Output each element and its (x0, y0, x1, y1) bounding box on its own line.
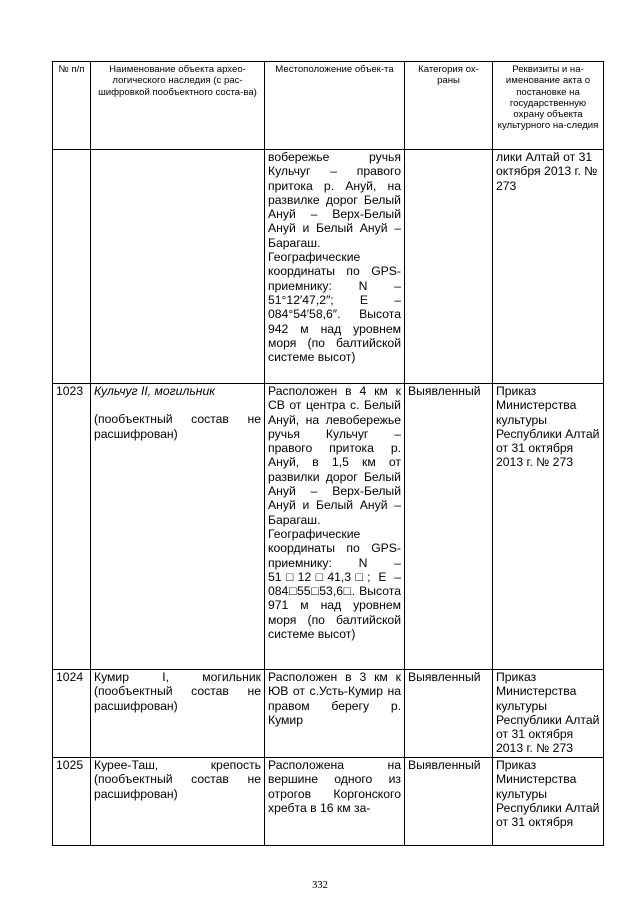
row-name-title: Курее-Таш, крепость (пообъектный состав не расшифрован) (94, 758, 261, 801)
row-location: Расположена на вершине одного из отрогов Коргонского хребта в 16 км за- (265, 758, 405, 846)
header-category: Категория ох-раны (405, 62, 493, 150)
row-num (53, 150, 91, 384)
row-requisites: лики Алтай от 31 октября 2013 г. № 273 (493, 150, 604, 384)
table-row (53, 150, 604, 384)
row-location: Расположен в 3 км к ЮВ от с.Усть-Кумир на правом берегу р. Кумир (265, 670, 405, 758)
row-location: вобережье ручья Кульчуг – правого притока р. Ануй, на развилке дорог Белый Ануй – Верх-Белый Ануй и Белый Ануй – Барагаш. Географические координаты по GPS-приемнику: N – 51°12′47,2″; E – 084°54′58,6″. Высота 942 м над уровнем моря (по балтийской системе высот) (265, 150, 405, 384)
row-name (91, 670, 265, 758)
row-category: Выявленный (405, 384, 493, 670)
row-category (405, 150, 493, 384)
row-location: Расположен в 4 км к СВ от центра с. Белый Ануй, на левобережье ручья Кульчуг – правого притока р. Ануй, в 1,5 км от развилки дорог Белый Ануй – Верх-Белый Ануй и Белый Ануй – Барагаш. Географические координаты по GPS-приемнику: N – 51□12□41,3□; E – 084□55□53,6□. Высота 971 м над уровнем моря (по балтийской системе высот) (265, 384, 405, 670)
heritage-register-table (52, 61, 604, 846)
header-num: № п/п (53, 62, 91, 150)
table-row (53, 758, 604, 846)
row-requisites: Приказ Министерства культуры Республики Алтай от 31 октября 2013 г. № 273 (493, 670, 604, 758)
table-row (53, 384, 604, 670)
row-requisites: Приказ Министерства культуры Республики Алтай от 31 октября (493, 758, 604, 846)
row-num: 1023 (53, 384, 91, 670)
row-name-title: Кульчуг II, могильник (94, 384, 215, 398)
row-name (91, 150, 265, 384)
row-category: Выявленный (405, 758, 493, 846)
row-name-detail: (пообъектный состав не расшифрован) (94, 412, 261, 441)
header-requisites: Реквизиты и на-именование акта о постановке на государственную охрану объекта культурного на-следия (493, 62, 604, 150)
header-location: Местоположение объек-та (265, 62, 405, 150)
row-name-title: Кумир I, могильник (пообъектный состав не расшифрован) (94, 670, 261, 713)
page-number: 332 (312, 880, 328, 891)
row-name (91, 384, 265, 670)
header-name: Наименование объекта архео-логического наследия (с рас-шифровкой пообъектного соста-ва) (91, 62, 265, 150)
row-name (91, 758, 265, 846)
row-num: 1025 (53, 758, 91, 846)
row-requisites: Приказ Министерства культуры Республики Алтай от 31 октября 2013 г. № 273 (493, 384, 604, 670)
table-row (53, 670, 604, 758)
table-header-row (53, 62, 604, 150)
row-num: 1024 (53, 670, 91, 758)
row-category: Выявленный (405, 670, 493, 758)
